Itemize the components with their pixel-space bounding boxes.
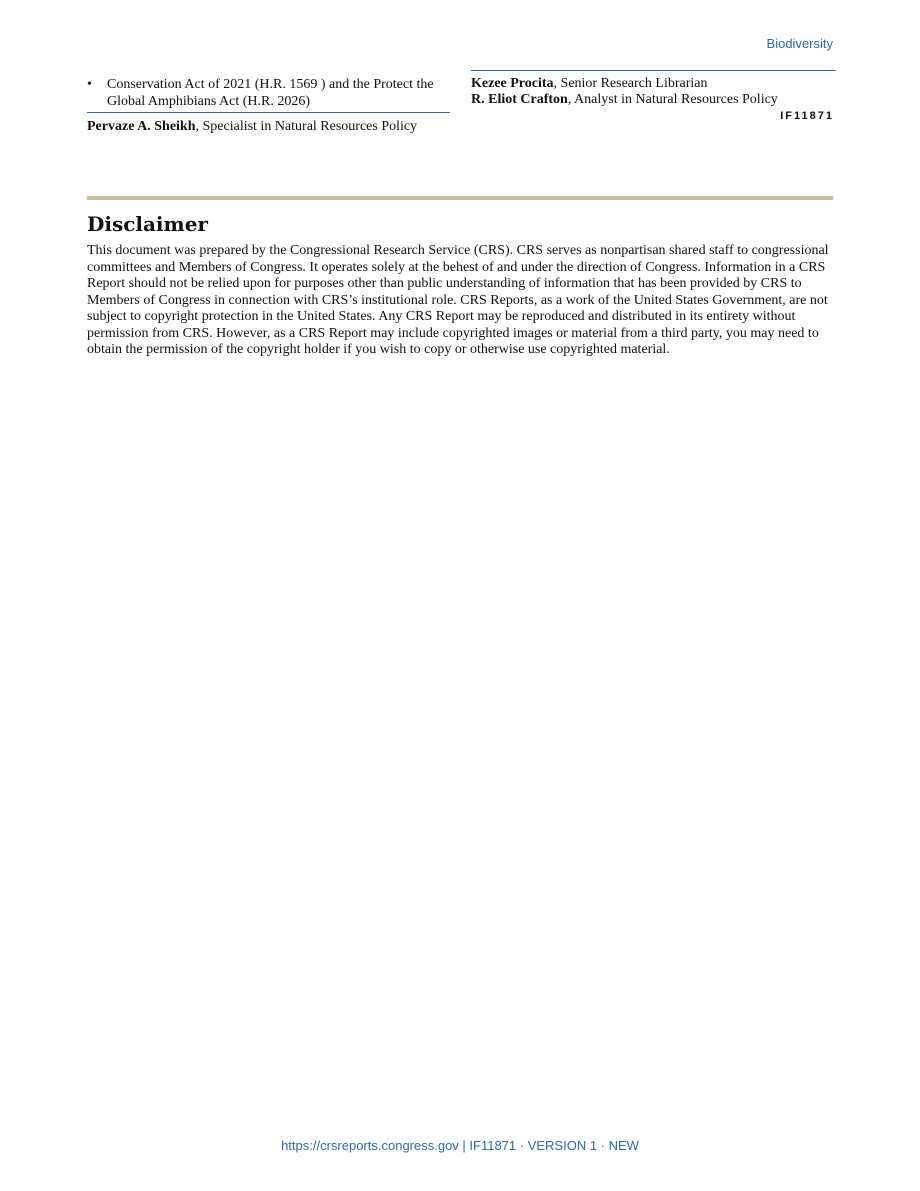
bullet-icon: • xyxy=(87,77,92,92)
bullet-text: Conservation Act of 2021 (H.R. 1569 ) and the Protect the Global Amphibians Act (H.R. 2026) xyxy=(107,77,434,109)
divider xyxy=(87,196,833,200)
right-column xyxy=(471,70,836,122)
author-credit xyxy=(471,92,836,108)
disclaimer-section xyxy=(87,196,833,359)
author-name: Kezee Procita xyxy=(471,76,554,91)
author-credit xyxy=(87,118,450,135)
running-head: Biodiversity xyxy=(766,36,833,51)
author-name: R. Eliot Crafton xyxy=(471,92,568,107)
disclaimer-text: This document was prepared by the Congressional Research Service (CRS). CRS serves as nonpartisan shared staff to congressional committees and Members of Congress. It operates solely at the behest of and under the direction of Congress. Information in a CRS Report should not be relied upon for purposes other than public understanding of information that has been provided by CRS to Members of Congress in connection with CRS’s institutional role. CRS Reports, as a work of the United States Government, are not subject to copyright protection in the United States. Any CRS Report may be reproduced and distributed in its entirety without permission from CRS. However, as a CRS Report may include copyrighted images or material from a third party, you may need to obtain the permission of the copyright holder if you wish to copy or otherwise use copyrighted material. xyxy=(87,243,829,357)
footer-link[interactable]: https://crsreports.congress.gov | IF11871 · VERSION 1 · NEW xyxy=(281,1138,639,1153)
author-title: , Senior Research Librarian xyxy=(553,76,708,91)
author-name: Pervaze A. Sheikh xyxy=(87,119,196,134)
divider xyxy=(471,70,836,71)
report-id: IF11871 xyxy=(780,110,834,122)
author-title: , Analyst in Natural Resources Policy xyxy=(567,92,778,107)
divider xyxy=(87,112,450,113)
author-title: , Specialist in Natural Resources Policy xyxy=(195,119,418,134)
list-item xyxy=(87,76,450,112)
left-column xyxy=(87,76,450,135)
author-credit xyxy=(471,76,836,92)
section-heading: Disclaimer xyxy=(87,212,208,236)
